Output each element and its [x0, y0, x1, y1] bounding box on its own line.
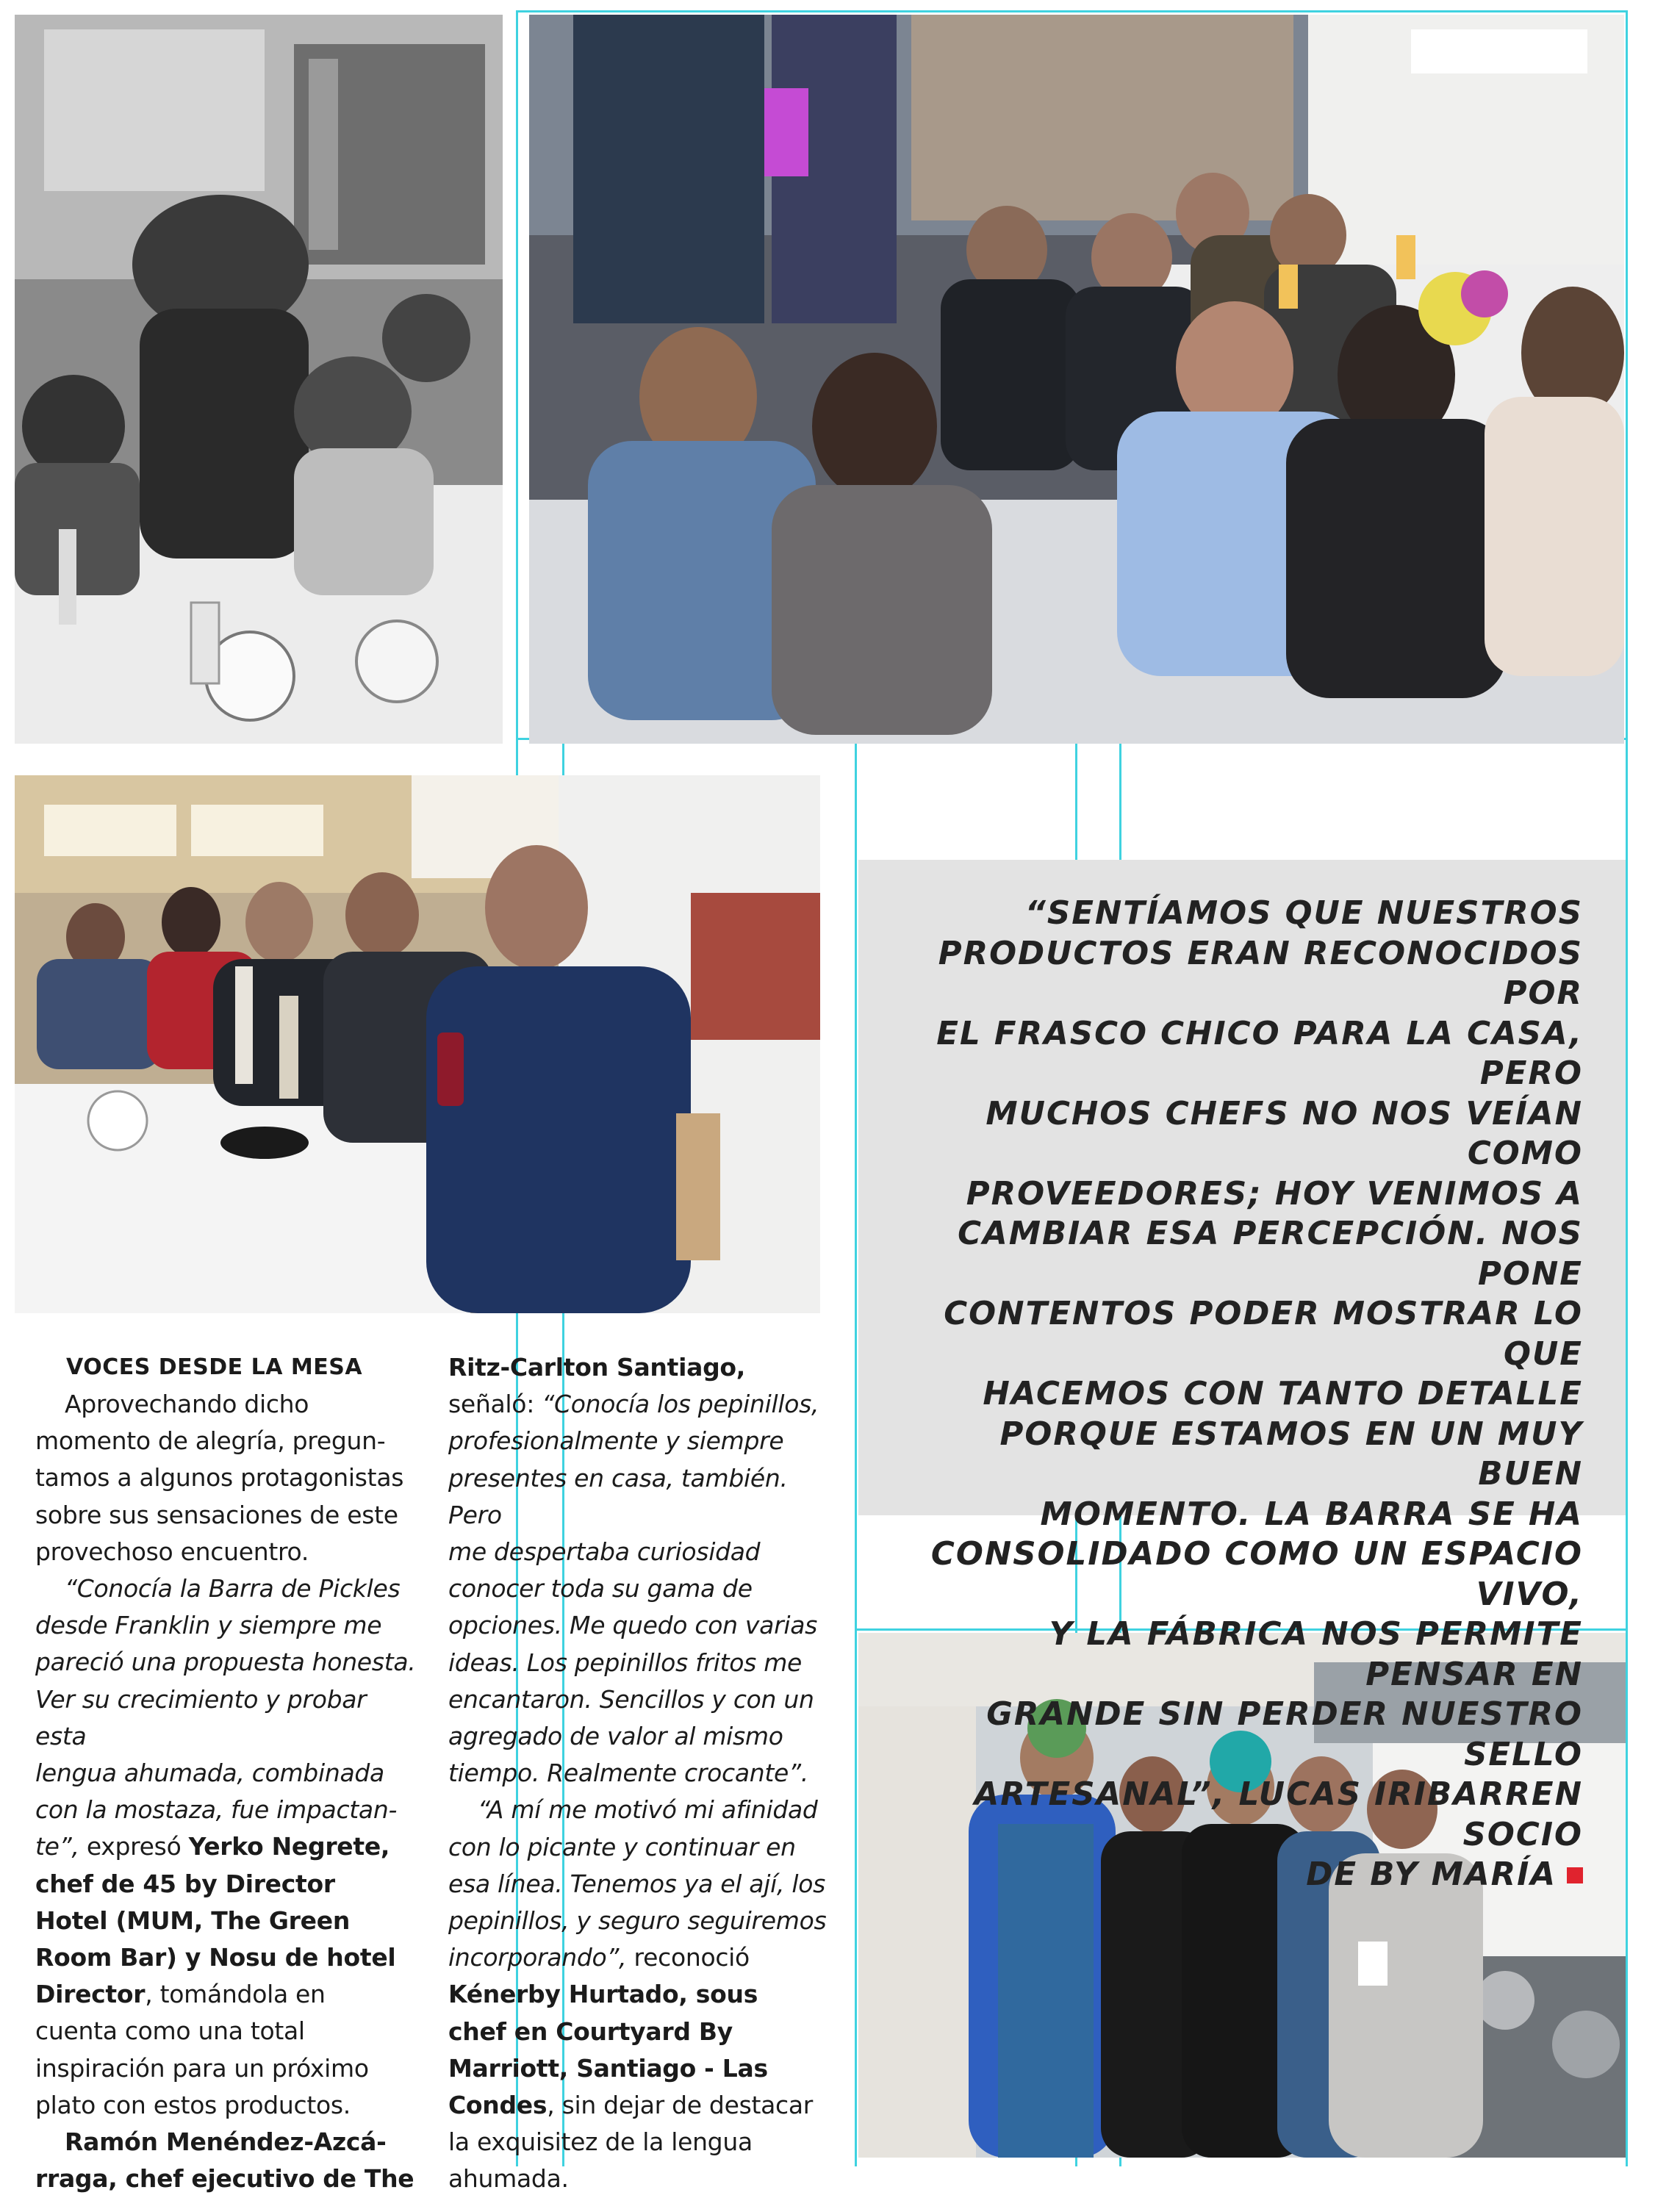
- layout-guide: [1626, 10, 1628, 2166]
- quote-attribution: DE BY MARÍA: [1306, 1856, 1557, 1893]
- quote-line: EL FRASCO CHICO PARA LA CASA, PERO: [936, 1015, 1583, 1092]
- quote-line: PROVEEDORES; HOY VENIMOS A: [966, 1175, 1583, 1213]
- paragraph: Ritz-Carlton Santiago, señaló: “Conocía los pepinillos, profesionalmente y siempre presentes en casa, también. Pero me despertaba curiosidad conocer toda su gama de opciones. Me quedo con varias ideas. Los pepinillos fritos me encantaron. Sencillos y con un agregado de valor al mismo tiempo. Realmente crocante”.: [448, 1353, 819, 1788]
- pull-quote: [858, 860, 1626, 1893]
- end-mark-icon: [1567, 1867, 1583, 1883]
- section-heading: VOCES DESDE LA MESA: [66, 1354, 363, 1380]
- quote-line: Y LA FÁBRICA NOS PERMITE PENSAR EN: [1049, 1616, 1583, 1693]
- paragraph: Ramón Menéndez-Azcá- rraga, chef ejecutivo de The: [35, 2127, 414, 2194]
- article-column-1: [35, 1349, 417, 2197]
- photo-guests-group: [529, 15, 1624, 744]
- paragraph: “A mí me motivó mi afinidad con lo picante y continuar en esa línea. Tenemos ya el ají, los pepinillos, y seguro seguiremos incorporando”, reconoció Kénerby Hurtado, sous chef en Courtyard By Marriott, Santiago - Las Condes, sin dejar de destacar la exquisitez de la lengua ahumada.: [448, 1795, 827, 2194]
- quote-line: CONSOLIDADO COMO UN ESPACIO VIVO,: [930, 1536, 1583, 1613]
- paragraph: Aprovechando dicho momento de alegría, pregun- tamos a algunos protagonistas sobre sus sensaciones de este provechoso encuentro.: [35, 1390, 404, 1566]
- quote-line: ARTESANAL”, LUCAS IRIBARREN SOCIO: [974, 1776, 1583, 1853]
- article-column-2: [448, 1349, 830, 2198]
- quote-line: MUCHOS CHEFS NO NOS VEÍAN COMO: [986, 1095, 1583, 1172]
- quote-line: MOMENTO. LA BARRA SE HA: [1040, 1495, 1583, 1533]
- layout-guide: [855, 735, 857, 2166]
- pull-quote-text: [888, 894, 1583, 1895]
- photo-guests-toasting: [15, 775, 820, 1313]
- quote-line: “SENTÍAMOS QUE NUESTROS: [1024, 895, 1583, 932]
- quote-line: GRANDE SIN PERDER NUESTRO SELLO: [986, 1696, 1583, 1773]
- photo-bw-chef-serving: [15, 15, 503, 744]
- quote-line: PRODUCTOS ERAN RECONOCIDOS POR: [938, 935, 1583, 1012]
- paragraph: “Conocía la Barra de Pickles desde Franklin y siempre me pareció una propuesta honesta. Ver su crecimiento y probar esta lengua ahumada, combinada con la mostaza, fue impactan- te”, expresó Yerko Negrete, chef de 45 by Director Hotel (MUM, The Green Room Bar) y Nosu de hotel Director, tomándola en cuenta como una total inspiración para un próximo plato con estos productos.: [35, 1574, 416, 2119]
- layout-guide: [516, 10, 1627, 12]
- quote-line: CONTENTOS PODER MOSTRAR LO QUE: [944, 1296, 1583, 1373]
- quote-line: HACEMOS CON TANTO DETALLE: [983, 1376, 1583, 1412]
- quote-line: CAMBIAR ESA PERCEPCIÓN. NOS PONE: [958, 1215, 1583, 1293]
- quote-line: PORQUE ESTAMOS EN UN MUY BUEN: [999, 1415, 1583, 1493]
